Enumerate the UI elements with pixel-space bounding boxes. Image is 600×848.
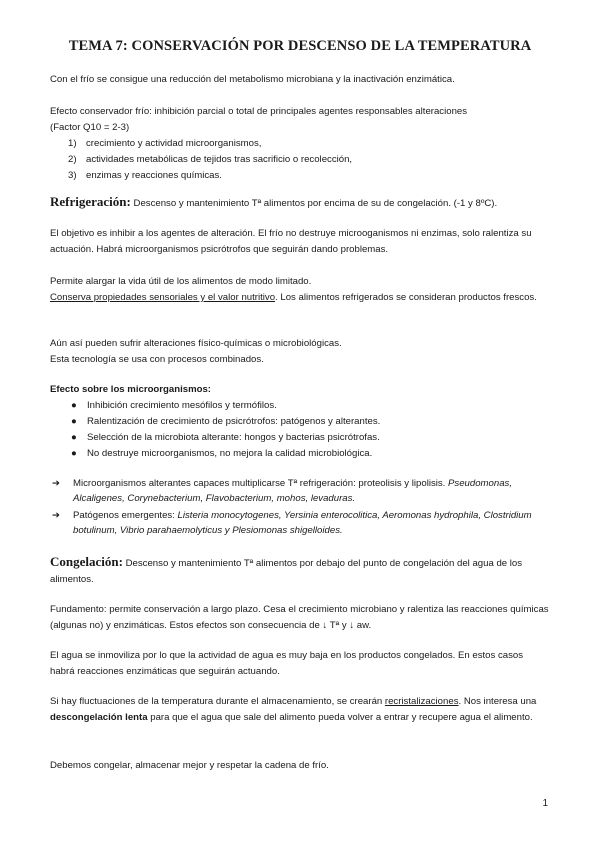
refrigeracion-definition: Descenso y mantenimiento Tª alimentos por encima de su de congelación. (-1 y 8ºC). [130, 198, 498, 209]
conserva-rest: . Los alimentos refrigerados se consideran productos frescos. [275, 292, 537, 303]
bullet-icon: ● [71, 448, 77, 459]
intro-paragraph: Con el frío se consigue una reducción del metabolismo microbiana y la inactivación enzimática. [50, 74, 455, 85]
document-title: TEMA 7: CONSERVACIÓN POR DESCENSO DE LA TEMPERATURA [68, 38, 532, 54]
refrigeracion-aun: Aún así pueden sufrir alteraciones físico-químicas o microbiológicas. [50, 338, 342, 349]
fluct-bold: descongelación lenta [50, 712, 148, 723]
congelacion-agua: El agua se inmoviliza por lo que la actividad de agua es muy baja en los productos congelados. En estos casos habrá reacciones enzimáticas que seguirán actuando. [50, 650, 524, 677]
fluct-text-b: . Nos interesa una [458, 696, 537, 707]
list-item-text: actividades metabólicas de tejidos tras sacrificio o recolección, [86, 154, 353, 165]
bullet-text: Ralentización de crecimiento de psicrótrofos: patógenos y alterantes. [87, 416, 381, 427]
refrigeracion-vida-util: Permite alargar la vida útil de los alimentos de modo limitado. [50, 276, 312, 287]
refrigeracion-heading-line [50, 194, 550, 212]
refrigeracion-tecnologia: Esta tecnología se usa con procesos combinados. [50, 354, 264, 365]
arrow-item [50, 508, 550, 538]
congelacion-fluctuaciones [50, 694, 550, 726]
list-number: 2) [68, 154, 77, 165]
bullet-item [50, 398, 550, 414]
congelacion-definition: Descenso y mantenimiento Tª alimentos por debajo del punto de congelación del agua de los alimentos. [50, 558, 523, 585]
arrow-item-text: Patógenos emergentes: [73, 510, 178, 521]
bullet-item [50, 414, 550, 430]
bullet-item [50, 430, 550, 446]
bullet-item [50, 446, 550, 462]
list-item [50, 168, 550, 184]
refrigeracion-objetivo: El objetivo es inhibir a los agentes de alteración. El frío no destruye microoganismos ni enzimas, solo ralentiza su actuación. Habrá microorganismos psicrótrofos que seguirán dando problemas. [50, 228, 532, 255]
efecto-list [50, 136, 550, 184]
arrow-list [50, 476, 550, 540]
bullet-text: Selección de la microbiota alterante: hongos y bacterias psicrótrofas. [87, 432, 380, 443]
fluct-text-c: para que el agua que sale del alimento pueda volver a entrar y recupere agua el alimento. [147, 712, 533, 723]
congelacion-heading-line [50, 554, 550, 588]
arrow-right-icon: ➔ [52, 478, 61, 489]
list-number: 1) [68, 138, 77, 149]
efecto-microorganismos-heading: Efecto sobre los microorganismos: [50, 384, 211, 395]
list-item [50, 152, 550, 168]
list-item-text: crecimiento y actividad microorganismos, [86, 138, 262, 149]
refrigeracion-conserva [50, 290, 550, 306]
list-item [50, 136, 550, 152]
page-number: 1 [542, 798, 548, 809]
arrow-item [50, 476, 550, 506]
list-item-text: enzimas y reacciones químicas. [86, 170, 222, 181]
bullet-icon: ● [71, 416, 77, 427]
bullet-text: No destruye microorganismos, no mejora la calidad microbiológica. [87, 448, 373, 459]
arrow-item-species: Pseudomonas, Alcaligenes, Corynebacterium, Flavobacterium, mohos, levaduras. [73, 478, 513, 504]
conserva-underlined: Conserva propiedades sensoriales y el valor nutritivo [50, 292, 276, 303]
bullet-text: Inhibición crecimiento mesófilos y termófilos. [87, 400, 277, 411]
efecto-line-1: Efecto conservador frío: inhibición parcial o total de principales agentes responsables alteraciones [50, 106, 468, 117]
congelacion-heading: Congelación: [50, 554, 123, 569]
bullet-icon: ● [71, 432, 77, 443]
bullet-icon: ● [71, 400, 77, 411]
arrow-item-species: Listeria monocytogenes, Yersinia enterocolitica, Aeromonas hydrophila, Clostridium botulinum, Vibrio parahaemolyticus y Plesiomonas shigelloides. [73, 510, 532, 536]
congelacion-fundamento: Fundamento: permite conservación a largo plazo. Cesa el crecimiento microbiano y ralentiza las reacciones químicas (algunas no) y enzimáticas. Estos efectos son consecuencia de ↓ Tª y ↓ aw. [50, 604, 549, 631]
arrow-item-text: Microorganismos alterantes capaces multiplicarse Tª refrigeración: proteolisis y lipolisis. [73, 478, 449, 489]
efecto-line-2: (Factor Q10 = 2-3) [50, 122, 130, 133]
fluct-underlined: recristalizaciones [384, 696, 459, 707]
refrigeracion-heading: Refrigeración: [50, 194, 131, 209]
microorganismos-bullet-list [50, 398, 550, 462]
fluct-text-a: Si hay fluctuaciones de la temperatura durante el almacenamiento, se crearán [50, 696, 385, 707]
congelacion-debemos: Debemos congelar, almacenar mejor y respetar la cadena de frío. [50, 760, 329, 771]
list-number: 3) [68, 170, 77, 181]
arrow-right-icon: ➔ [52, 510, 61, 521]
